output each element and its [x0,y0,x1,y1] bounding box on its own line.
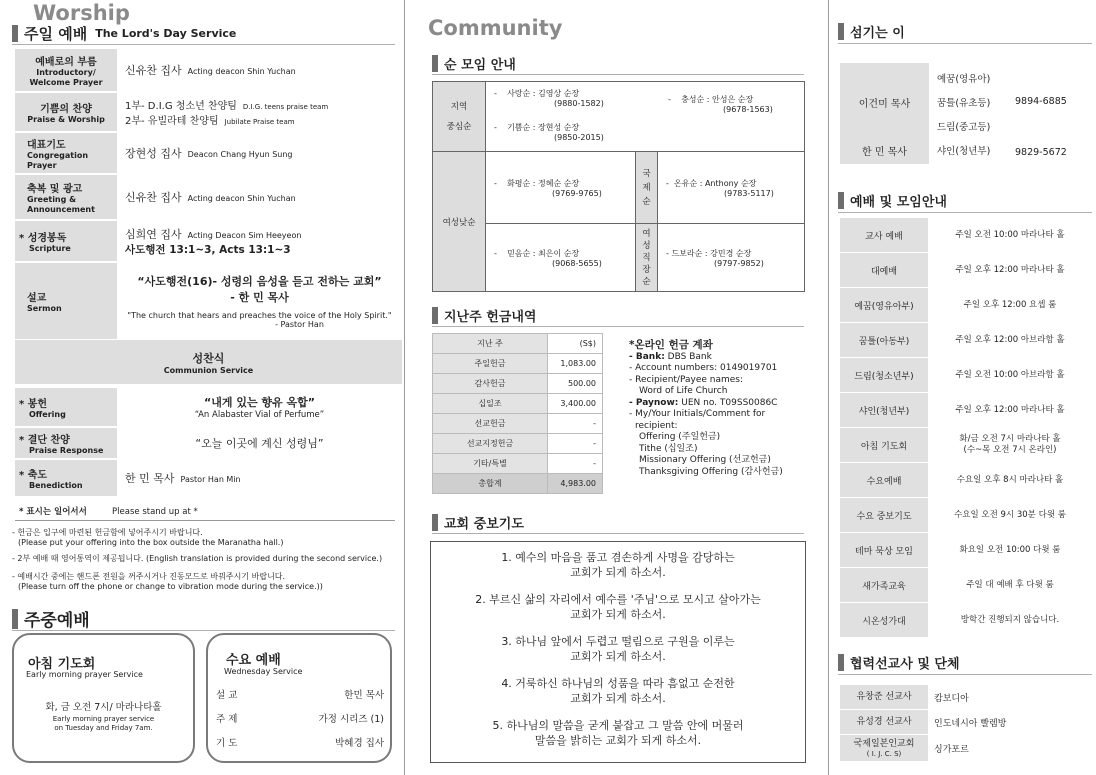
note-line: - 2부 예배 때 영어통역이 제공됩니다. (English translation is provided during the second service.) [12,554,383,563]
service-notes [12,528,400,592]
order-value [117,460,402,496]
wednesday-row [216,687,384,711]
online-bank-value: DBS Bank [667,351,712,362]
online-code: Thanksgiving Offering (감사헌금) [639,466,783,477]
schedule-row [840,323,1092,357]
prayer-item [431,718,805,748]
online-paynow-value: UEN no. T09SS0086C [681,397,778,408]
intercession-box [430,541,806,763]
order-row-scripture [15,221,402,261]
note-line: - 예배시간 중에는 핸드폰 전원을 꺼주시거나 진동모드로 바꿔주시기 바랍니다. [12,572,286,581]
group-entry: - 사랑순 : 김영상 순장 (9880-1582) [494,89,604,108]
section-bar [432,307,438,324]
prayer-line: 교회가 되게 하소서. [570,650,666,663]
order-label [15,263,117,339]
order-person: 1부- D.I.G 청소년 찬양팀 [125,101,237,112]
order-value [117,133,402,173]
offering-amount: (S$) [548,334,603,354]
wednesday-service-box [206,633,392,763]
order-label-en: Praise & Worship [27,114,105,124]
leader-name: 한 민 목사 [862,147,907,158]
offering-song-en: “An Alabaster Vial of Perfume” [194,410,325,420]
leader-dept: 드림(중고등) [937,122,991,133]
order-value [117,388,402,426]
group-entry: - 온유순 : Anthony 순장 (9783-5117) [658,152,805,224]
missions-section-header [838,651,1092,675]
group-phone: (9880-1582) [554,99,604,108]
morning-prayer-desc: Early morning prayer service [52,715,155,723]
group-subcategory: 국제순 [636,152,658,224]
order-label-ko: 대표기도 [27,139,66,151]
sermon-preacher: - 한 민 목사 [230,291,289,304]
section-bar [838,654,844,671]
wednesday-row-value: 한민 목사 [344,690,384,701]
schedule-time: 주일 오후 12:00 요셉 룸 [963,299,1057,310]
order-value [117,263,402,339]
order-row-prayer [15,133,402,173]
schedule-time-line: (수~목 오전 7시 온라인) [963,445,1057,455]
wednesday-rows [216,687,384,759]
leader-name: 이건미 목사 [858,99,911,110]
community-big-title: Community [428,16,563,40]
schedule-time: 방학간 진행되지 않습니다. [960,614,1060,625]
offering-total-row [433,474,603,494]
offering-row [433,354,603,374]
group-category-line: 중심순 [446,121,472,132]
communion-en: Communion Service [163,365,254,375]
prayer-line: 3. 하나님 앞에서 두렵고 떨림으로 구원을 이루는 [501,635,735,648]
prayer-line: 말씀을 밝히는 교회가 되게 하소서. [534,734,702,747]
online-code: Tithe (십일조) [639,443,698,454]
worship-section-ko: 주일 예배 [24,25,88,43]
missions-title: 협력선교사 및 단체 [850,657,960,672]
schedule-time: 주일 오후 12:00 마라나타 홀 [955,404,1065,415]
schedule-label: 테마 묵상 모임 [840,533,928,567]
group-entry: - 드보라순 : 강민경 순장 (9797-9852) [658,224,805,292]
group-category: 여성낮순 [433,152,486,292]
worship-section-header [12,23,395,45]
schedule-label: 예꿈(영유아부) [840,288,928,322]
section-bar [838,23,844,40]
leader-phone: 9829-5672 [1015,147,1067,158]
sermon-title-en: "The church that hears and preaches the voice of the Holy Spirit." [127,311,392,320]
online-payee-label: - Recipient/Payee names: [629,374,744,385]
order-label [15,49,117,91]
wednesday-row-value: 박혜경 집사 [335,738,384,749]
wednesday-row-label: 주 제 [216,714,238,725]
online-comment: recipient: [635,420,678,431]
offering-label: 주일헌금 [433,354,548,374]
order-person-en: D.I.G. teens praise team [242,103,329,111]
order-label [15,460,117,496]
worship-big-title: Worship [33,1,130,25]
online-paynow [629,398,809,410]
schedule-row [840,533,1092,567]
small-groups-table [432,81,805,292]
schedule-label: 드림(청소년부) [840,358,928,392]
schedule-time: 주일 오후 12:00 아브라함 홀 [955,334,1065,345]
offering-total-amount: 4,983.00 [548,474,603,494]
offering-label: 감사헌금 [433,374,548,394]
mission-row [840,710,1092,734]
order-row-praise [15,93,402,131]
order-row-sermon [15,263,402,339]
mission-row [840,735,1092,761]
order-label-en: Introductory/ Welcome Prayer [29,67,103,87]
group-entry: - 기쁨순 : 장현성 순장 (9850-2015) [494,123,604,142]
order-label [15,428,117,458]
order-row-response [15,428,402,458]
weekday-section-title: 주중예배 [24,611,90,631]
online-bank [629,352,809,364]
order-label-ko: 기쁨의 찬양 [40,103,92,115]
order-value [117,93,402,131]
order-value [117,49,402,91]
offering-total-label: 총합계 [433,474,548,494]
group-leader: 드보라순 : 강민경 순장 [671,248,752,258]
offering-row [433,334,603,354]
group-phone: (9068-5655) [552,258,602,268]
offering-amount: 3,400.00 [548,394,603,414]
schedule-list [840,218,1092,638]
leader-dept: 예꿈(영유아) [937,74,991,85]
schedule-row [840,253,1092,287]
sermon-preacher-en: - Pastor Han [275,320,324,329]
stand-note-ko: * 표시는 일어서서 [19,507,87,517]
prayer-line: 5. 하나님의 말씀을 굳게 붙잡고 그 말씀 안에 머물러 [492,719,744,732]
order-label-ko: * 축도 [19,469,48,481]
morning-prayer-time: 화, 금 오전 7시/ 마라나타홀 [45,702,162,713]
schedule-label: 샤인(청년부) [840,393,928,427]
order-label-ko: * 봉헌 [19,398,48,410]
prayer-line: 2. 부르신 삶의 자리에서 예수를 '주님'으로 모시고 살아가는 [475,593,761,606]
group-entry: - 충성순 : 안성은 순장 (9678-1563) [668,95,773,114]
missions-list [840,685,1092,762]
group-leader: 믿음순 : 최은이 순장 [507,248,580,258]
group-phone: (9783-5117) [724,188,774,198]
mission-name: 유성경 선교사 [840,710,928,734]
group-leader: 화평순 : 정혜순 순장 [507,178,580,188]
order-label [15,175,117,219]
schedule-row [840,358,1092,392]
schedule-row [840,568,1092,602]
order-value [117,175,402,219]
group-phone: (9850-2015) [554,133,604,142]
group-leader: 사랑순 : 김영상 순장 [507,89,580,98]
communion-ko: 성찬식 [192,351,225,365]
mission-row [840,685,1092,709]
group-phone: (9797-9852) [714,258,764,268]
mission-location: 싱가포르 [934,744,969,755]
groups-section-header [432,53,804,75]
schedule-title: 예배 및 모임안내 [850,195,947,210]
mission-name [840,735,928,761]
online-code: Offering (주일헌금) [639,432,721,442]
offering-label: 기타/특별 [433,454,548,474]
order-row-greeting [15,175,402,219]
group-category-line: 지역 [450,101,468,112]
group-phone: (9678-1563) [723,105,773,114]
order-label-en: Congregation Prayer [27,150,89,170]
schedule-time: 주일 오후 12:00 마라나타 홀 [955,264,1065,275]
group-leader: 온유순 : Anthony 순장 [673,178,757,188]
online-bank-label: - Bank: [629,351,665,362]
morning-prayer-en: Early morning prayer Service [26,670,143,679]
note-line: - 헌금은 입구에 마련된 헌금함에 넣어주시기 바랍니다. [12,528,203,537]
online-title: *온라인 헌금 계좌 [629,339,713,351]
schedule-row [840,393,1092,427]
order-person-en: Acting deacon Shin Yuchan [187,67,296,76]
order-person-2: 2부- 유빌라테 찬양팀 [125,116,219,127]
section-bar [838,192,844,209]
order-person: 한 민 목사 [125,472,175,485]
wednesday-row-label: 설 교 [216,690,238,701]
prayer-item [431,592,805,622]
stand-note [15,505,395,521]
morning-prayer-box [12,633,195,763]
schedule-time: 주일 오전 10:00 마라나타 홀 [955,229,1065,240]
schedule-label: 수요예배 [840,463,928,497]
offering-title: 지난주 헌금내역 [444,310,537,325]
group-subcategory: 여성직장순 [636,224,658,292]
prayer-title: 교회 중보기도 [444,517,524,532]
order-label-en: Greeting & Announcement [27,194,95,214]
leaders-title: 섬기는 이 [850,26,905,41]
schedule-section-header [838,189,1092,213]
response-song: “오늘 이곳에 계신 성령님” [195,437,324,450]
order-person-en: Deacon Chang Hyun Sung [187,150,293,159]
order-label [15,221,117,261]
order-label-en: Offering [29,409,66,419]
group-leader: 충성순 : 안성은 순장 [681,95,754,104]
morning-prayer-desc: on Tuesday and Friday 7am. [54,724,153,732]
morning-prayer-title: 아침 기도회 [28,657,96,672]
offering-label: 선교헌금 [433,414,548,434]
offering-label: 지난 주 [433,334,548,354]
order-person: 신유찬 집사 [125,191,182,204]
scripture-passage: 사도행전 13:1~3, Acts 13:1~3 [125,243,291,256]
section-bar [12,25,18,42]
offering-amount: - [548,414,603,434]
mission-name: 유창준 선교사 [840,685,928,709]
schedule-label: 수요 중보기도 [840,498,928,532]
order-person: 장현성 집사 [125,147,182,160]
wednesday-title: 수요 예배 [226,653,281,668]
regional-groups [486,82,805,152]
schedule-label: 꿈틀(아동부) [840,323,928,357]
prayer-item [431,676,805,706]
schedule-label: 교사 예배 [840,218,928,252]
prayer-line: 교회가 되게 하소서. [570,566,666,579]
leader-phone: 9894-6885 [1015,96,1067,107]
prayer-line: 1. 예수의 마음을 품고 겸손하게 사명을 감당하는 [501,551,735,564]
wednesday-row-value: 가정 시리즈 (1) [318,714,384,725]
online-account: - Account numbers: 0149019701 [629,363,778,373]
column-divider-2 [828,0,829,775]
order-label-en: Praise Response [29,445,104,455]
prayer-item [431,634,805,664]
prayer-section-header [432,512,804,534]
order-row-call [15,49,402,91]
order-label [15,388,117,426]
wednesday-en: Wednesday Service [224,667,303,676]
wednesday-row [216,735,384,759]
wednesday-row [216,711,384,735]
order-label-ko: 축복 및 광고 [27,183,83,195]
mission-name-line: 국제일본인교회 [853,738,915,749]
schedule-label: 시온성가대 [840,603,928,637]
offering-row [433,454,603,474]
order-person-en: Acting Deacon Sim Heeyeon [187,230,302,240]
group-category [433,82,486,152]
schedule-row [840,463,1092,497]
offering-amount: 1,083.00 [548,354,603,374]
online-code: Missionary Offering (선교헌금) [639,455,771,465]
schedule-row [840,218,1092,252]
order-person: 심희연 집사 [125,227,182,241]
order-label [15,133,117,173]
online-paynow-label: - Paynow: [629,397,679,408]
note-line: (Please put your offering into the box outside the Maranatha hall.) [18,538,284,547]
schedule-time [928,428,1092,462]
prayer-line: 4. 거룩하신 하나님의 성품을 따라 흠없고 순전한 [501,677,735,690]
mission-location: 인도네시아 빨렘방 [934,718,1007,729]
online-payee: Word of Life Church [639,386,728,396]
order-row-benediction [15,460,402,496]
section-bar [12,609,18,629]
order-label-en: Benediction [29,480,83,490]
order-label-en: Scripture [29,243,71,253]
schedule-label: 대예배 [840,253,928,287]
schedule-time: 주일 오전 10:00 아브라함 홀 [955,369,1065,380]
offering-song: “내게 있는 향유 옥합” [204,396,315,409]
order-label-ko: 예배로의 부름 [35,56,97,68]
schedule-row [840,603,1092,637]
group-leader: 기쁨순 : 장현성 순장 [507,123,580,132]
group-phone: (9769-9765) [552,188,602,198]
schedule-time: 주일 대 예배 후 다윗 룸 [966,579,1054,590]
schedule-row [840,428,1092,462]
schedule-row [840,288,1092,322]
offering-row [433,414,603,434]
offering-table [432,333,603,494]
schedule-label: 새가족교육 [840,568,928,602]
leader-dept: 샤인(청년부) [937,146,991,157]
section-bar [432,55,438,72]
order-row-offering [15,388,402,426]
leader-dept: 꿈틀(유초등) [937,98,991,109]
order-person-en: Acting deacon Shin Yuchan [187,194,296,203]
order-value [117,428,402,458]
schedule-time: 수요일 오후 8시 마라나타 홀 [956,474,1064,485]
stand-note-en: Please stand up at * [112,507,198,517]
order-person-en: Pastor Han Min [180,475,241,484]
online-comment: - My/Your Initials/Comment for [629,409,766,419]
schedule-time: 수요일 오전 9시 30분 다윗 룸 [954,509,1066,520]
offering-section-header [432,305,804,327]
wednesday-row-label: 기 도 [216,738,238,749]
worship-section-en: The Lord's Day Service [95,27,237,40]
order-label-ko: * 성경봉독 [19,232,67,244]
order-person: 신유찬 집사 [125,64,182,77]
note-line: (Please turn off the phone or change to vibration mode during the service.)) [18,582,323,591]
group-entry: - 화평순 : 정혜순 순장 (9769-9765) [486,152,636,224]
leaders-table [840,63,1092,164]
offering-row [433,434,603,454]
prayer-line: 교회가 되게 하소서. [570,608,666,621]
order-label-ko: 설교 [27,292,47,304]
group-entry: - 믿음순 : 최은이 순장 (9068-5655) [486,224,636,292]
groups-title: 순 모임 안내 [444,58,516,73]
prayer-line: 교회가 되게 하소서. [570,692,666,705]
order-person-2-en: Jubilate Praise team [224,118,295,126]
sermon-title: “사도행전(16)- 성령의 음성을 듣고 전하는 교회” [137,275,382,288]
offering-amount: - [548,454,603,474]
weekday-section-header [12,607,395,631]
offering-amount: 500.00 [548,374,603,394]
offering-row [433,374,603,394]
order-label-ko: * 결단 찬양 [19,434,70,446]
section-bar [432,514,438,531]
communion-banner [15,340,402,384]
offering-label: 십일조 [433,394,548,414]
schedule-label: 아침 기도회 [840,428,928,462]
mission-name-line: ( I. J. C. S) [866,749,902,758]
offering-label: 선교지정헌금 [433,434,548,454]
column-divider-1 [404,0,405,775]
schedule-time: 화요일 오전 10:00 다윗 룸 [959,544,1061,555]
schedule-time-line: 화/금 오전 7시 마라나타 홀 [959,434,1061,444]
offering-amount: - [548,434,603,454]
online-offering-info [629,340,809,478]
order-label-en: Sermon [27,303,62,313]
offering-row [433,394,603,414]
order-value [117,221,402,261]
mission-location: 캄보디아 [934,693,969,704]
prayer-item [431,550,805,580]
schedule-row [840,498,1092,532]
order-label [15,93,117,131]
leaders-section-header [838,20,1092,44]
